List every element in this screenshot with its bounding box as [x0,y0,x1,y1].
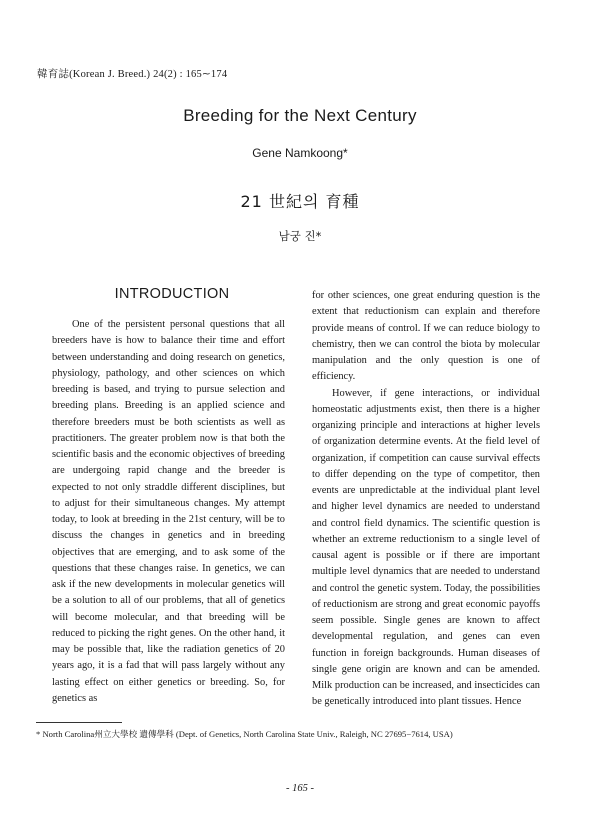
paper-title: Breeding for the Next Century [183,106,417,125]
paragraph: One of the persistent personal questions that all breeders have is how to balance their time and effort between understanding and doing research on genetics, physiology, pathology, and other sciences on which breeding is based, and trying to pursue selection and breeding plans. Breeding is an applied science and therefore breeders must be both scientists as well as practitioners. The greater problem now is that both the scientific basis and the economic objectives of breeding are undergoing rapid change and the breeder is expected to not only straddle different disciplines, but to adjust for their simultaneous changes. My attempt today, to look at breeding in the 21st century, will be to discuss the changes in genetics and in breeding objectives that are emerging, and to ask some of the questions that these changes raise. In genetics, we can ask if the new developments in molecular genetics will be a solution to all of our problems, that all of genetics will become molecular, and that breeding will be reduced to picking the right genes. On the other hand, it may be possible that, like the radiation genetics of 20 years ago, it is a fad that will pass largely without any lasting effect on either genetics or breeding. So, for genetics as [52,319,285,704]
author-name: Gene Namkoong* [252,146,348,160]
korean-author-name: 남궁 진* [278,229,322,243]
footnote-divider [36,722,122,723]
left-column [52,317,285,707]
paragraph: However, if gene interactions, or individual homeostatic adjustments exist, then there is a higher organizing principle and interactions at higher levels of organization determine events. At the field level of organization, if competition can cause survival effects to differ depending on the type of competitor, then events are unpredictable at the individual plant level and higher level dynamics are needed to understand and control field dynamics. The scientific question is whether an extreme reductionism to a single level of causal agent is possible or if there are important multiple level dynamics that are needed to understand and control the genetic system. Today, the possibilities of reductionism are strong and great economic payoffs seem possible. Single genes are known to affect developmental regulation, and genes can even function in foreign backgrounds. Human diseases of single gene origin are known and can be amended. Milk production can be increased, and insecticides can be genetically introduced into plant tissues. Hence [312,387,540,708]
section-heading: INTRODUCTION [114,286,230,302]
right-column [312,288,540,711]
korean-title: 21 世紀의 育種 [240,192,360,211]
footnote: * North Carolina州立大學校 遺傳學科 (Dept. of Genetics, North Carolina State Univ., Raleigh, NC 27695−7614, USA) [36,729,453,739]
paragraph: for other sciences, one great enduring question is the extent that reductionism can explain and therefore provide means of control. If we can reduce biology to chemistry, then we can control the biota by molecular manipulation and the only question is one of efficiency. [312,290,540,383]
page-number: - 165 - [286,783,314,794]
journal-citation: 韓育誌(Korean J. Breed.) 24(2) : 165∼174 [37,69,228,80]
